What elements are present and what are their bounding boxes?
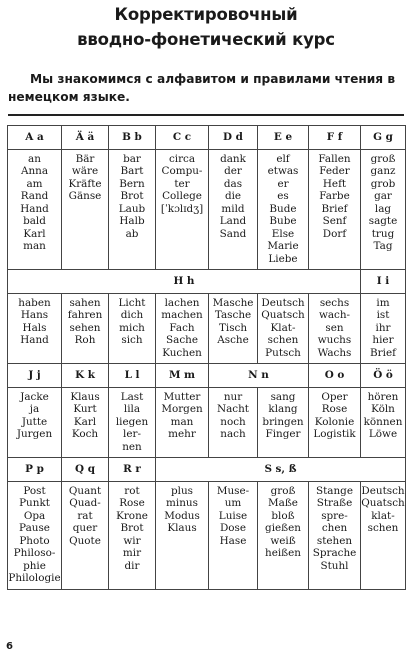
example-word: gar (374, 190, 392, 202)
example-word: sechs (319, 296, 350, 309)
letter-header-row (8, 458, 406, 482)
example-word: man (23, 240, 46, 252)
example-word: Tasche (214, 309, 252, 321)
example-word: Quatsch (361, 497, 405, 509)
example-word: stehen (316, 534, 353, 547)
example-word: Löwe (368, 428, 398, 440)
word-cell (8, 149, 62, 270)
word-cell (309, 481, 361, 589)
letter-header: K k (62, 364, 109, 388)
word-cell (8, 293, 62, 364)
word-cell (156, 481, 209, 589)
example-word: Mutter (163, 390, 201, 403)
letter-header-row (8, 270, 406, 294)
example-word: Hase (219, 534, 247, 547)
example-word: Rose (119, 497, 145, 509)
example-word: dir (124, 559, 140, 572)
example-word: minus (166, 497, 198, 509)
word-cell (62, 481, 109, 589)
letter-header: L l (109, 364, 156, 388)
example-word: Marie (267, 240, 299, 252)
example-word: Bude (269, 202, 297, 215)
example-word: rot (124, 484, 140, 497)
example-word: mir (122, 547, 142, 559)
example-word: trug (371, 227, 395, 240)
course-title (0, 2, 412, 52)
example-word: Fallen (318, 152, 351, 165)
example-word: es (277, 190, 289, 202)
word-cell (309, 387, 361, 458)
example-word: Sache (166, 334, 198, 346)
example-word: Klat- (270, 321, 296, 334)
letter-header: Ä ä (62, 126, 109, 150)
course-title-line: вводно-фонетический курс (77, 30, 335, 49)
example-word: Bär (75, 152, 95, 165)
example-word: die (224, 190, 242, 202)
example-word: mild (221, 202, 245, 215)
example-word: nur (223, 390, 243, 403)
example-word: wir (123, 534, 141, 547)
example-word: er (277, 177, 289, 190)
example-word: Hans (20, 309, 49, 321)
example-word: wuchs (317, 334, 352, 346)
example-word: Klaus (167, 522, 197, 534)
example-word: nach (220, 428, 246, 440)
example-word: klat- (371, 509, 395, 522)
example-word: sen (325, 321, 344, 334)
letter-header: Q q (62, 458, 109, 482)
word-row (8, 293, 406, 364)
word-cell (8, 481, 62, 589)
example-word: ihr (375, 321, 391, 334)
example-word: bar (123, 152, 141, 165)
example-word: grob (370, 177, 396, 190)
example-word: groß (270, 484, 296, 497)
example-word: Köln (371, 403, 395, 415)
example-word: Kurt (73, 403, 97, 415)
example-word: bald (23, 215, 46, 227)
example-word: Quatsch (261, 309, 305, 321)
example-word: sich (121, 334, 143, 346)
example-word: elf (276, 152, 290, 165)
example-word: Hals (22, 321, 47, 334)
example-word: Masche (212, 296, 254, 309)
example-word: Karl (23, 227, 46, 240)
letter-header: I i (361, 270, 406, 294)
example-word: Deutsch (261, 296, 305, 309)
example-word: ja (29, 403, 40, 415)
divider (8, 114, 404, 116)
letter-header: H h (8, 270, 361, 294)
word-cell (209, 387, 258, 458)
example-word: Sprache (312, 547, 357, 559)
word-cell (62, 387, 109, 458)
example-word: Feder (319, 165, 350, 177)
example-word: sagte (368, 215, 398, 227)
example-word: Photo (19, 534, 50, 547)
word-cell (109, 481, 156, 589)
example-word: Dorf (322, 227, 347, 240)
word-cell (62, 293, 109, 364)
example-word: Fach (169, 321, 195, 334)
word-cell (309, 149, 361, 270)
letter-header: D d (209, 126, 258, 150)
example-word: ter (174, 177, 190, 190)
word-cell (209, 481, 258, 589)
example-word: Roh (74, 334, 96, 346)
example-word: Bube (269, 215, 297, 227)
example-word: Brot (120, 522, 144, 534)
letter-header: N n (209, 364, 309, 388)
example-word: noch (220, 415, 246, 428)
word-row (8, 481, 406, 589)
example-word: Asche (217, 334, 249, 346)
example-word: Straße (316, 497, 353, 509)
word-cell (258, 481, 309, 589)
letter-header: P p (8, 458, 62, 482)
example-word: an (28, 152, 41, 165)
word-cell (258, 293, 309, 364)
letter-header: E e (258, 126, 309, 150)
example-word: Luise (218, 509, 248, 522)
example-word: groß (370, 152, 396, 165)
example-word: Krone (116, 509, 148, 522)
example-word: Punkt (19, 497, 50, 509)
example-word: Deutsch (361, 484, 405, 497)
example-word: Bart (120, 165, 144, 177)
example-word: Hand (20, 202, 49, 215)
example-word: der (224, 165, 242, 177)
example-word: im (376, 296, 390, 309)
course-title-line: Корректировочный (114, 5, 298, 24)
example-word: heißen (265, 547, 301, 559)
example-word: weiß (270, 534, 296, 547)
word-cell (258, 387, 309, 458)
example-word: klang (268, 403, 298, 415)
example-word: dich (120, 309, 144, 321)
example-word: wach- (318, 309, 351, 321)
word-cell (156, 387, 209, 458)
example-word: am (26, 177, 43, 190)
example-word: Logistik (313, 428, 356, 440)
example-word: Maße (268, 497, 298, 509)
example-word: Liebe (268, 252, 298, 265)
example-word: Tag (373, 240, 393, 252)
example-word: Karl (73, 415, 97, 428)
word-cell (209, 293, 258, 364)
example-word: spre- (321, 509, 348, 522)
example-word: plus (171, 484, 193, 497)
example-word: sehen (69, 321, 101, 334)
example-word: Gänse (68, 190, 102, 202)
example-word: ler- (123, 428, 141, 440)
example-word: man (170, 415, 194, 428)
word-cell (361, 293, 406, 364)
intro-text: Мы знакомимся с алфавитом и правилами чтения в немецком языке. (8, 72, 396, 104)
letter-header: F f (309, 126, 361, 150)
example-word: lachen (164, 296, 200, 309)
example-word: Tisch (218, 321, 248, 334)
example-word: rat (77, 509, 93, 522)
word-cell (361, 387, 406, 458)
example-word: [ˈkɔlɪdʒ] (160, 202, 204, 215)
example-word: Last (120, 390, 144, 403)
word-cell (156, 293, 209, 364)
example-word: Rand (20, 190, 49, 202)
letter-header-row (8, 126, 406, 150)
letter-header: B b (109, 126, 156, 150)
example-word: Land (219, 215, 247, 227)
word-cell (109, 387, 156, 458)
example-word: lag (374, 202, 392, 215)
example-word: nen (122, 440, 142, 453)
letter-header: O o (309, 364, 361, 388)
example-word: das (223, 177, 243, 190)
example-word: phie (23, 559, 46, 572)
example-word: Anna (20, 165, 49, 177)
example-word: Farbe (319, 190, 350, 202)
example-word: Quad- (69, 497, 101, 509)
example-word: Morgen (161, 403, 203, 415)
alphabet-table (7, 125, 406, 590)
example-word: Licht (118, 296, 146, 309)
word-cell (258, 149, 309, 270)
example-word: mehr (168, 428, 196, 440)
letter-header: M m (156, 364, 209, 388)
example-word: Compu- (161, 165, 203, 177)
example-word: Brief (321, 202, 348, 215)
letter-header: A a (8, 126, 62, 150)
word-row (8, 387, 406, 458)
example-word: Philoso- (13, 547, 56, 559)
example-word: Modus (164, 509, 200, 522)
example-word: sang (270, 390, 296, 403)
example-word: Quote (69, 534, 101, 547)
word-cell (156, 149, 209, 270)
example-word: Stange (316, 484, 353, 497)
example-word: Muse- (216, 484, 250, 497)
example-word: Opa (23, 509, 46, 522)
letter-header: Ö ö (361, 364, 406, 388)
example-word: circa (168, 152, 196, 165)
example-word: wäre (71, 165, 99, 177)
example-word: Wachs (317, 346, 352, 359)
example-word: Rose (321, 403, 348, 415)
example-word: Jutte (21, 415, 48, 428)
example-word: Quant (68, 484, 102, 497)
page-number: 6 (6, 641, 13, 652)
example-word: Post (23, 484, 46, 497)
example-word: chen (321, 522, 348, 534)
example-word: Koch (71, 428, 99, 440)
example-word: Pause (19, 522, 50, 534)
example-word: Stuhl (320, 559, 349, 572)
example-word: ab (125, 227, 139, 240)
example-word: gießen (265, 522, 301, 534)
example-word: haben (18, 296, 51, 309)
example-word: Halb (119, 215, 145, 227)
example-word: lila (123, 403, 141, 415)
word-cell (62, 149, 109, 270)
example-word: Brot (120, 190, 144, 202)
letter-header: R r (109, 458, 156, 482)
example-word: Hand (20, 334, 49, 346)
example-word: Senf (322, 215, 347, 227)
example-word: machen (161, 309, 203, 321)
example-word: mich (119, 321, 145, 334)
example-word: sahen (69, 296, 101, 309)
example-word: Brief (370, 346, 396, 359)
example-word: Jurgen (16, 428, 53, 440)
letter-header-row (8, 364, 406, 388)
word-row (8, 149, 406, 270)
word-cell (361, 481, 406, 589)
example-word: Sand (219, 227, 247, 240)
example-word: Bern (119, 177, 145, 190)
word-cell (109, 293, 156, 364)
example-word: hören (367, 390, 399, 403)
example-word: Kräfte (68, 177, 102, 190)
example-word: Putsch (265, 346, 301, 359)
word-cell (109, 149, 156, 270)
letter-header: C c (156, 126, 209, 150)
word-cell (209, 149, 258, 270)
letter-header: S s, ß (156, 458, 406, 482)
example-word: Klaus (70, 390, 100, 403)
example-word: Philologie (8, 572, 61, 584)
example-word: Jacke (20, 390, 49, 403)
example-word: Kolonie (314, 415, 355, 428)
word-cell (361, 149, 406, 270)
letter-header: J j (8, 364, 62, 388)
example-word: Kuchen (162, 346, 202, 359)
example-word: bloß (271, 509, 295, 522)
example-word: schen (367, 522, 399, 534)
word-cell (309, 293, 361, 364)
example-word: können (363, 415, 403, 428)
example-word: fahren (67, 309, 103, 321)
example-word: Oper (321, 390, 348, 403)
example-word: bringen (262, 415, 304, 428)
example-word: ist (376, 309, 390, 321)
example-word: liegen (115, 415, 149, 428)
example-word: etwas (267, 165, 299, 177)
letter-header: G g (361, 126, 406, 150)
example-word: schen (267, 334, 299, 346)
example-word: Nacht (217, 403, 249, 415)
example-word: Else (271, 227, 295, 240)
example-word: um (224, 497, 242, 509)
example-word: quer (72, 522, 98, 534)
example-word: College (162, 190, 202, 202)
example-word: hier (372, 334, 394, 346)
example-word: Laub (118, 202, 146, 215)
example-word: ganz (370, 165, 396, 177)
example-word: Finger (265, 428, 301, 440)
example-word: Heft (322, 177, 347, 190)
word-cell (8, 387, 62, 458)
example-word: Dose (219, 522, 247, 534)
example-word: dank (220, 152, 246, 165)
